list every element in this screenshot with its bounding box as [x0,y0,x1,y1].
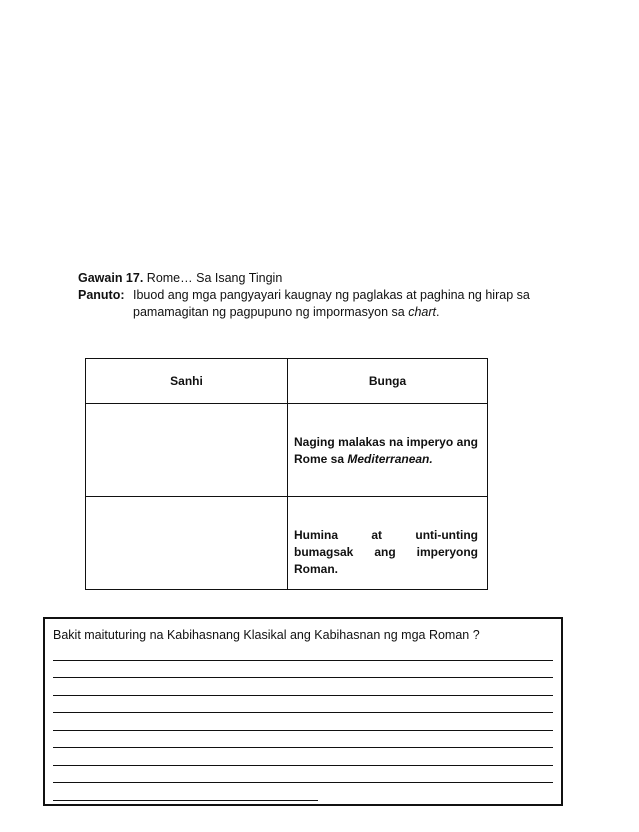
activity-header [78,270,553,321]
chart-row [86,497,488,590]
bunga-cell-1 [288,404,488,497]
instruction-label: Panuto: [78,288,125,302]
instruction-end: . [436,305,440,319]
sanhi-cell-2[interactable] [86,497,288,590]
activity-title-line [78,270,553,287]
bunga-text-1-main: Naging malakas na imperyo ang Rome sa [294,435,478,466]
answer-line[interactable] [53,748,553,766]
answer-line[interactable] [53,661,553,679]
answer-line[interactable] [53,766,553,784]
instruction-italic: chart [408,305,436,319]
activity-label: Gawain 17. [78,271,144,285]
column-header-bunga: Bunga [288,359,488,404]
question-text: Bakit maituturing na Kabihasnang Klasikal ang Kabihasnan ng mga Roman ? [53,628,480,642]
answer-line[interactable] [53,713,553,731]
cause-effect-chart [85,358,488,590]
bunga-text-2-main: Humina at unti-unting bumagsak ang imperyong Roman. [294,528,478,576]
answer-line[interactable] [53,731,553,749]
question-box [43,617,563,806]
instruction-text [133,287,553,321]
sanhi-cell-1[interactable] [86,404,288,497]
bunga-cell-2 [288,497,488,590]
column-header-sanhi: Sanhi [86,359,288,404]
answer-line[interactable] [53,678,553,696]
bunga-text-2 [294,527,478,578]
answer-line[interactable] [53,696,553,714]
answer-line[interactable] [53,643,553,661]
chart-row [86,404,488,497]
bunga-text-1-italic: Mediterranean. [347,452,433,466]
bunga-text-1 [294,434,478,468]
instruction-row [78,287,553,321]
activity-title: Rome… Sa Isang Tingin [143,271,283,285]
chart-header-row [86,359,488,404]
instruction-body: Ibuod ang mga pangyayari kaugnay ng paglakas at paghina ng hirap sa pamamagitan ng pagpupuno ng impormasyon sa [133,288,530,319]
answer-line[interactable] [53,783,318,801]
